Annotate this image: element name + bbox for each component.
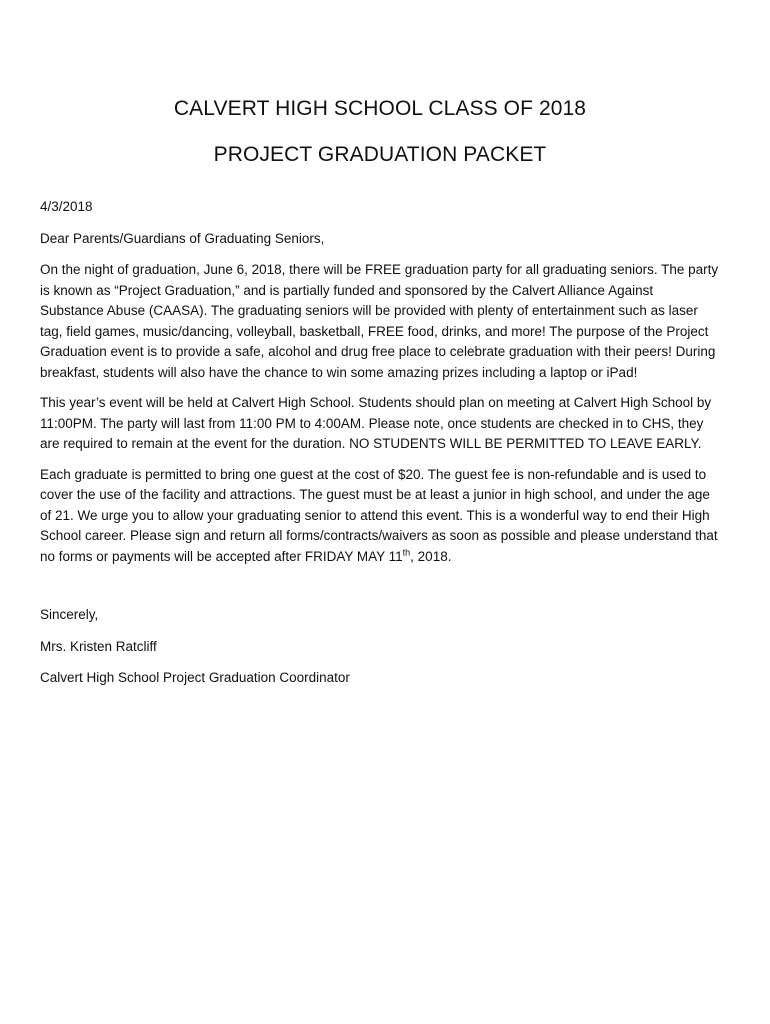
paragraph-event-location: This year’s event will be held at Calvert High School. Students should plan on meeting at Calvert High School by 11:00PM. The party will last from 11:00 PM to 4:00AM. Please note, once students are checked in to CHS, they are required to remain at the event for the duration. NO STUDENTS WILL BE PERMITTED TO LEAVE EARLY. xyxy=(40,395,712,451)
document-title: CALVERT HIGH SCHOOL CLASS OF 2018 xyxy=(173,97,587,120)
signer-name: Mrs. Kristen Ratcliff xyxy=(40,638,157,654)
letter-salutation: Dear Parents/Guardians of Graduating Seniors, xyxy=(40,230,325,246)
letter-date: 4/3/2018 xyxy=(40,199,93,214)
letter-closing: Sincerely, xyxy=(40,607,99,622)
date-ordinal-suffix: th xyxy=(402,547,411,557)
paragraph-guest-policy xyxy=(40,465,720,568)
spacer xyxy=(40,577,720,605)
document-subtitle: PROJECT GRADUATION PACKET xyxy=(213,143,547,166)
guest-policy-text: Each graduate is permitted to bring one guest at the cost of $20. The guest fee is non-refundable and is used to cover the use of the facility and attractions. The guest must be at least a junior in high school, and under the age of 21. We urge you to allow your graduating senior to attend this event. This is a wonderful way to end their High School career. Please sign and return all forms/contracts/waivers as soon as possible and please understand that no forms or payments will be accepted after FRIDAY MAY 11 xyxy=(40,466,718,564)
paragraph-event-overview: On the night of graduation, June 6, 2018, there will be FREE graduation party for all graduating seniors. The party is known as “Project Graduation,” and is partially funded and sponsored by the Calvert Alliance Against Substance Abuse (CAASA). The graduating seniors will be provided with plenty of entertainment such as laser tag, field games, music/dancing, volleyball, basketball, FREE food, drinks, and more! The purpose of the Project Graduation event is to provide a safe, alcohol and drug free place to celebrate graduation with their peers! During breakfast, students will also have the chance to win some amazing prizes including a laptop or iPad! xyxy=(40,262,719,380)
signer-title: Calvert High School Project Graduation Coordinator xyxy=(40,670,350,685)
guest-policy-year: , 2018. xyxy=(410,548,452,564)
